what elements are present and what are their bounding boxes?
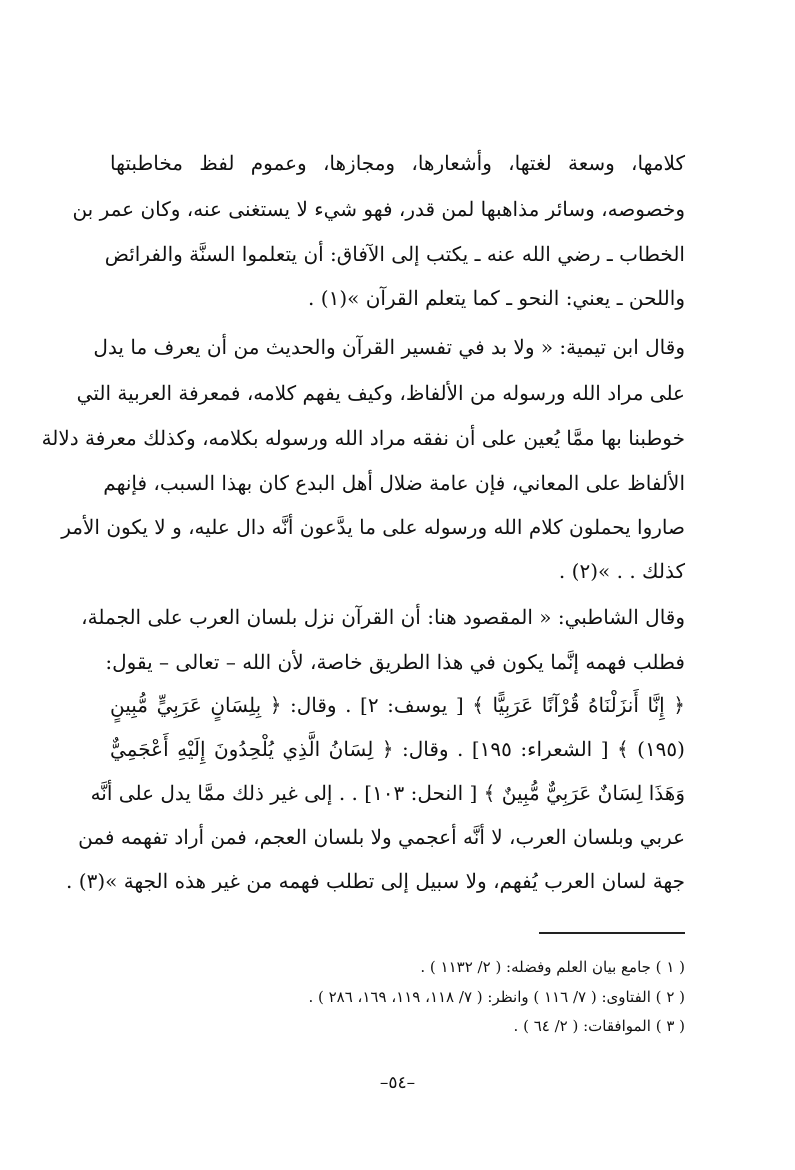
footnote-separator — [539, 932, 685, 934]
footnote-1: ( ١ ) جامع بيان العلم وفضله: ( ٢/ ١١٣٢ ) . — [420, 958, 685, 976]
paragraph-3-line-7: جهة لسان العرب يُفهم، ولا سبيل إلى تطلب فهمه من غير هذه الجهة »(٣) . — [66, 869, 685, 893]
paragraph-1-line-2: وخصوصه، وسائر مذاهبها لمن قدر، فهو شيء لا يستغنى عنه، وكان عمر بن — [72, 197, 685, 221]
footnote-2: ( ٢ ) الفتاوى: ( ٧/ ١١٦ ) وانظر: ( ٧/ ١١٨، ١١٩، ١٦٩، ٢٨٦ ) . — [308, 988, 685, 1006]
paragraph-2-line-6: كذلك . . »(٢) . — [558, 559, 685, 583]
paragraph-3-line-5: وَهَذَا لِسَانٌ عَرَبِيٌّ مُّبِينٌ ﴾ [ النحل: ١٠٣] . . إلى غير ذلك ممَّا يدل على أنَّه — [90, 781, 685, 805]
paragraph-3-line-1: وقال الشاطبي: « المقصود هنا: أن القرآن نزل بلسان العرب على الجملة، — [81, 605, 685, 629]
paragraph-2-line-1: وقال ابن تيمية: « ولا بد في تفسير القرآن والحديث من أن يعرف ما يدل — [93, 335, 685, 359]
paragraph-2-line-3: خوطبنا بها ممَّا يُعين على أن نفقه مراد الله ورسوله بكلامه، وكذلك معرفة دلالة — [41, 426, 685, 450]
paragraph-1-line-1: كلامها، وسعة لغتها، وأشعارها، ومجازها، وعموم لفظ مخاطبتها — [110, 151, 685, 175]
paragraph-1-line-3: الخطاب ـ رضي الله عنه ـ يكتب إلى الآفاق: أن يتعلموا السنَّة والفرائض — [104, 242, 685, 266]
paragraph-3-line-3: ﴿ إِنَّا أَنزَلْنَاهُ قُرْآنًا عَرَبِيًّا ﴾ [ يوسف: ٢] . وقال: ﴿ بِلِسَانٍ عَرَبِيٍّ مُّبِينٍ — [110, 693, 685, 717]
paragraph-3-line-2: فطلب فهمه إنَّما يكون في هذا الطريق خاصة، لأن الله – تعالى – يقول: — [105, 650, 685, 674]
paragraph-2-line-2: على مراد الله ورسوله من الألفاظ، وكيف يفهم كلامه، فمعرفة العربية التي — [76, 381, 685, 405]
page-number: –٥٤– — [379, 1073, 416, 1093]
paragraph-3-line-6: عربي وبلسان العرب، لا أنَّه أعجمي ولا بلسان العجم، فمن أراد تفهمه فمن — [78, 825, 685, 849]
footnote-3: ( ٣ ) الموافقات: ( ٢/ ٦٤ ) . — [513, 1017, 685, 1035]
paragraph-1-line-4: واللحن ـ يعني: النحو ـ كما يتعلم القرآن »(١) . — [308, 286, 685, 310]
paragraph-3-line-4: (١٩٥) ﴾ [ الشعراء: ١٩٥] . وقال: ﴿ لِسَانُ الَّذِي يُلْحِدُونَ إِلَيْهِ أَعْجَمِيٌّ — [110, 737, 685, 761]
paragraph-2-line-4: الألفاظ على المعاني، فإن عامة ضلال أهل البدع كان بهذا السبب، فإنهم — [103, 471, 685, 495]
paragraph-2-line-5: صاروا يحملون كلام الله ورسوله على ما يدَّعون أنَّه دال عليه، و لا يكون الأمر — [61, 515, 685, 539]
